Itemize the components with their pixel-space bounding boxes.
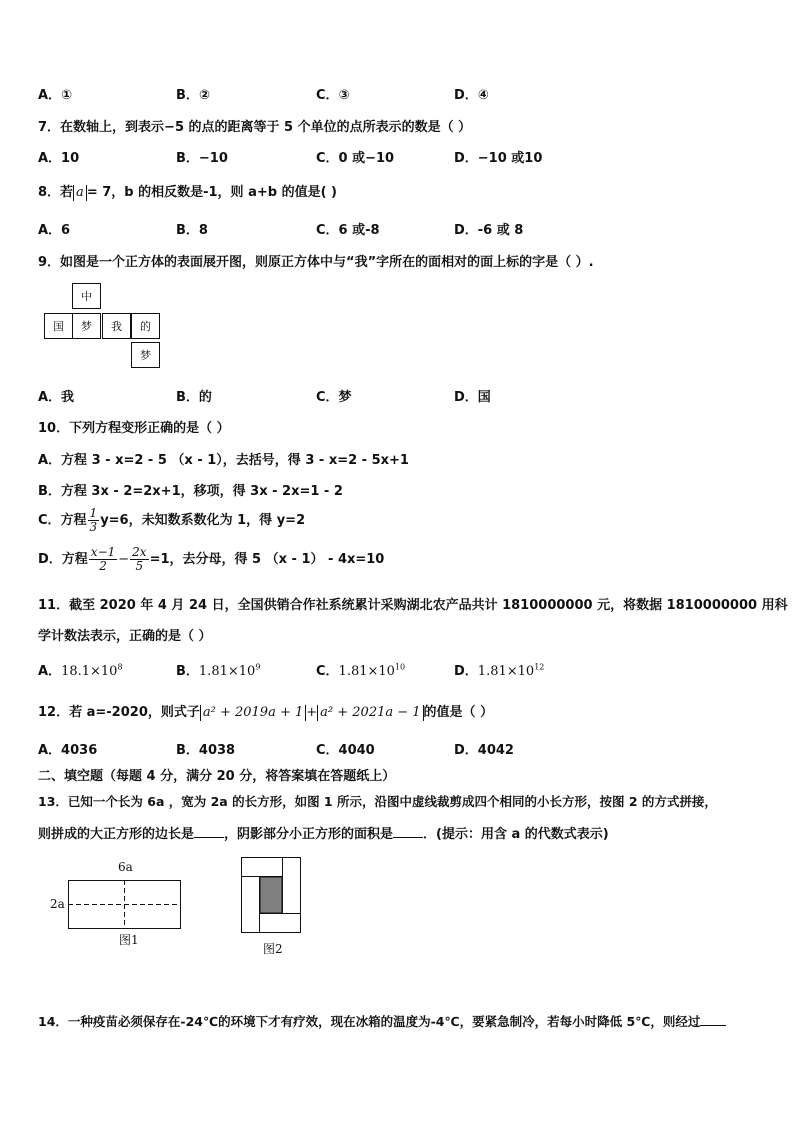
q10-c-pre: C．方程 bbox=[38, 513, 87, 528]
q9-option-d: D．国 bbox=[454, 390, 491, 405]
q12-plus: + bbox=[306, 705, 318, 720]
q8-option-a: A．6 bbox=[38, 223, 71, 238]
cube-net-cell: 梦 bbox=[131, 342, 160, 368]
cube-net-cell: 中 bbox=[72, 283, 101, 309]
q10-d-fraction-1 bbox=[89, 546, 117, 573]
option-letter: A． bbox=[38, 664, 62, 679]
section-heading: 二、填空题（每题 4 分，满分 20 分，将答案填在答题纸上） bbox=[38, 769, 396, 784]
answer-blank[interactable] bbox=[393, 825, 423, 838]
sci-notation: 1.81×10 bbox=[198, 664, 256, 679]
q11-stem-line1: 11．截至 2020 年 4 月 24 日，全国供销合作社系统累计采购湖北农产品共计 1810000000 元，将数据 1810000000 用科 bbox=[38, 598, 788, 613]
q12-option-a: A．4036 bbox=[38, 743, 98, 758]
q12-abs-2: a² + 2021a − 1 bbox=[317, 705, 423, 721]
q13-text-3: ．(提示：用含 a 的代数式表示) bbox=[423, 827, 609, 842]
q9-option-c: C．梦 bbox=[316, 390, 352, 405]
exponent: 8 bbox=[117, 662, 123, 672]
q11-option-d bbox=[454, 660, 544, 679]
q13-text-2: ，阴影部分小正方形的面积是 bbox=[224, 827, 394, 842]
q11-stem-line2: 学计数法表示，正确的是（ ） bbox=[38, 629, 212, 644]
cube-net-cell: 国 bbox=[44, 313, 73, 339]
fraction-denominator: 2 bbox=[99, 559, 107, 573]
fig1-caption: 图1 bbox=[119, 933, 139, 947]
q12-stem-post: 的值是（ ） bbox=[423, 705, 494, 720]
q6-option-a: A．① bbox=[38, 88, 73, 103]
q12-option-c: C．4040 bbox=[316, 743, 375, 758]
sci-notation: 18.1×10 bbox=[61, 664, 118, 679]
fraction-denominator: 3 bbox=[89, 520, 98, 534]
q14-text: 14．一种疫苗必须保存在-24℃的环境下才有疗效，现在冰箱的温度为-4℃，要紧急制冷，若每小时降低 5℃，则经过 bbox=[38, 1014, 701, 1029]
q10-d-post: =1，去分母，得 5 （x - 1） - 4x=10 bbox=[149, 552, 385, 567]
q12-stem-pre: 12．若 a=-2020，则式子 bbox=[38, 705, 200, 720]
q11-option-a bbox=[38, 660, 123, 679]
option-letter: D． bbox=[454, 664, 478, 679]
fig1-rectangle bbox=[68, 880, 182, 930]
q10-c-post: y=6，未知数系数化为 1，得 y=2 bbox=[100, 513, 306, 528]
q10-c-fraction bbox=[88, 507, 100, 534]
q14-stem bbox=[38, 1012, 726, 1030]
fig2-caption: 图2 bbox=[263, 942, 283, 956]
q12-stem bbox=[38, 701, 493, 721]
q10-stem: 10．下列方程变形正确的是（ ） bbox=[38, 421, 230, 436]
q7-option-b: B．−10 bbox=[176, 151, 228, 166]
cube-net-cell: 的 bbox=[131, 313, 160, 339]
q9-option-b: B．的 bbox=[176, 390, 212, 405]
q6-option-c: C．③ bbox=[316, 88, 350, 103]
fraction-numerator: 2x bbox=[132, 545, 147, 559]
option-letter: C． bbox=[316, 664, 339, 679]
fraction-denominator: 5 bbox=[135, 559, 144, 573]
exponent: 12 bbox=[534, 662, 545, 672]
q7-option-a: A．10 bbox=[38, 151, 80, 166]
q7-option-d: D．−10 或10 bbox=[454, 151, 543, 166]
option-letter: B． bbox=[176, 664, 199, 679]
q12-abs-1: a² + 2019a + 1 bbox=[200, 705, 306, 721]
q10-d-fraction-2 bbox=[130, 546, 148, 573]
q13-text-1: 则拼成的大正方形的边长是 bbox=[38, 827, 195, 842]
q13-stem-line1: 13．已知一个长为 6a ，宽为 2a 的长方形，如图 1 所示，沿图中虚线裁剪成四个相同的小长方形，按图 2 的方式拼接， bbox=[38, 794, 717, 809]
fig2-square bbox=[241, 857, 303, 935]
answer-blank[interactable] bbox=[700, 1013, 726, 1026]
q10-d-minus: − bbox=[118, 552, 130, 567]
q8-option-d: D．-6 或 8 bbox=[454, 223, 524, 238]
fraction-numerator: 1 bbox=[89, 506, 98, 520]
q8-option-b: B．8 bbox=[176, 223, 208, 238]
exponent: 9 bbox=[255, 662, 261, 672]
q8-abs-expr: a bbox=[73, 185, 87, 201]
q13-stem-line2 bbox=[38, 823, 609, 842]
q10-option-a: A．方程 3 - x=2 - 5 （x - 1），去括号，得 3 - x=2 - 5x+1 bbox=[38, 453, 409, 468]
fig1-width-label: 6a bbox=[118, 860, 133, 874]
q10-option-c bbox=[38, 507, 305, 534]
q8-stem-post: = 7，b 的相反数是-1，则 a+b 的值是( ) bbox=[86, 185, 337, 200]
q7-option-c: C．0 或−10 bbox=[316, 151, 395, 166]
sci-notation: 1.81×10 bbox=[477, 664, 535, 679]
q12-option-d: D．4042 bbox=[454, 743, 514, 758]
q12-option-b: B．4038 bbox=[176, 743, 236, 758]
shaded-square bbox=[260, 877, 282, 913]
q9-stem: 9．如图是一个正方体的表面展开图，则原正方体中与“我”字所在的面相对的面上标的字是（ ）. bbox=[38, 255, 594, 270]
q6-option-b: B．② bbox=[176, 88, 210, 103]
q10-option-d bbox=[38, 546, 384, 573]
q8-stem-pre: 8．若 bbox=[38, 185, 74, 200]
q9-option-a: A．我 bbox=[38, 390, 75, 405]
q7-stem: 7．在数轴上，到表示−5 的点的距离等于 5 个单位的点所表示的数是（ ） bbox=[38, 120, 472, 135]
q8-option-c: C．6 或-8 bbox=[316, 223, 380, 238]
cube-net-cell: 我 bbox=[102, 313, 131, 339]
q11-option-b bbox=[176, 660, 260, 679]
q11-option-c bbox=[316, 660, 405, 679]
fraction-numerator: x−1 bbox=[90, 545, 116, 559]
answer-blank[interactable] bbox=[194, 825, 224, 838]
q8-stem bbox=[38, 181, 337, 201]
exponent: 10 bbox=[394, 662, 406, 672]
sci-notation: 1.81×10 bbox=[338, 664, 395, 679]
fig1-height-label: 2a bbox=[50, 897, 65, 911]
q10-option-b: B．方程 3x - 2=2x+1，移项，得 3x - 2x=1 - 2 bbox=[38, 484, 343, 499]
cube-net-cell: 梦 bbox=[72, 313, 101, 339]
q10-d-pre: D．方程 bbox=[38, 552, 88, 567]
q6-option-d: D．④ bbox=[454, 88, 489, 103]
